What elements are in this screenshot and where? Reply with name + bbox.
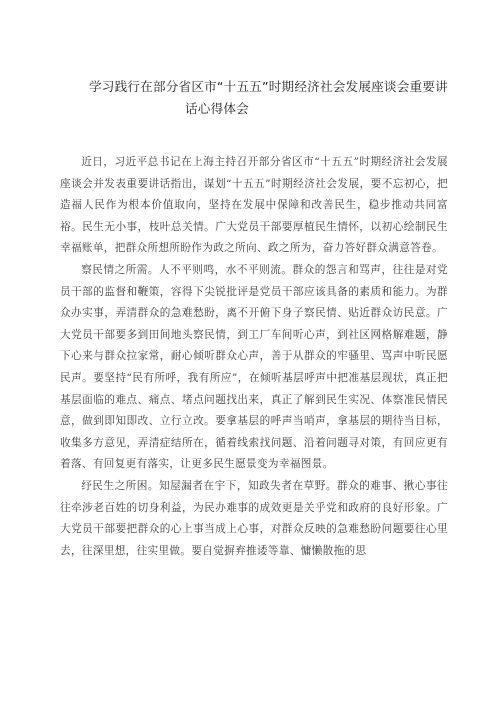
document-title <box>60 76 460 120</box>
paragraph-2: 察民情之所需。人不平则鸣，水不平则流。群众的怨言和骂声，往往是对党员干部的监督和鞭策，容得下尖锐批评是党员干部应该具备的素质和能力。为群众办实事，弄清群众的急难愁盼，离不开俯下身子察民情、贴近群众访民意。广大党员干部要多到田间地头察民情，到工厂车间听心声，到社区网格解难题，静下心来与群众拉家常，耐心倾听群众心声，善于从群众的牢骚里、骂声中听民愿民声。要坚持“民有所呼，我有所应”，在倾听基层呼声中把准基层现状，真正把基层面临的难点、痛点、堵点问题找出来，真正了解到民生实况、体察准民情民意，做到即知即改、立行立改。要拿基层的呼声当哨声，拿基层的期待当目标，收集多方意见，弄清症结所在，循着线索找问题、沿着问题寻对策，有回应更有着落、有回复更有落实，让更多民生愿景变为幸福图景。 <box>60 263 448 471</box>
document-body <box>60 152 448 562</box>
paragraph-1: 近日，习近平总书记在上海主持召开部分省区市“十五五”时期经济社会发展座谈会并发表重要讲话指出，谋划“十五五”时期经济社会发展，要不忘初心，把造福人民作为根本价值取向，坚持在发展中保障和改善民生，稳步推动共同富裕。民生无小事，枝叶总关情。广大党员干部要厚植民生情怀，以初心绘制民生幸福账单，把群众所想所盼作为政之所向、政之所为，奋力答好群众满意答卷。 <box>60 156 448 255</box>
title-line-2: 话心得体会 <box>185 101 249 116</box>
paragraph-3: 纾民生之所困。知屋漏者在宇下，知政失者在草野。群众的难事、揪心事往往牵涉老百姓的切身利益，为民办难事的成效更是关乎党和政府的良好形象。广大党员干部要把群众的心上事当成上心事，对群众反映的急难愁盼问题要往心里去，往深里想，往实里做。要自觉摒弃推诿等靠、慵懒散拖的思 <box>60 479 448 557</box>
title-line-1: 学习践行在部分省区市“十五五”时期经济社会发展座谈会重要讲 <box>89 79 448 94</box>
